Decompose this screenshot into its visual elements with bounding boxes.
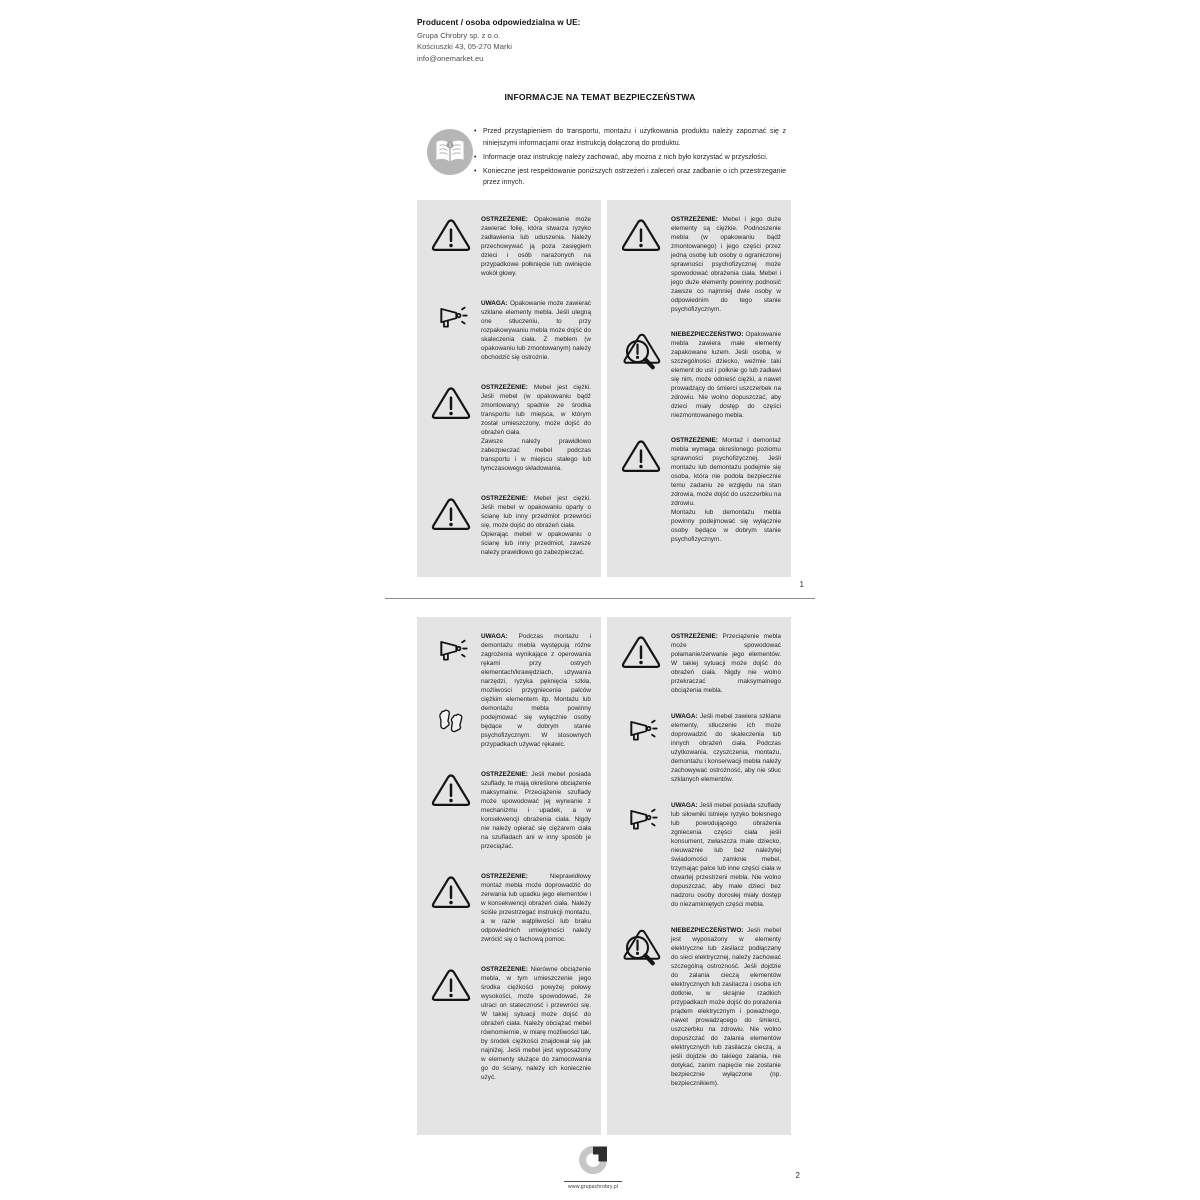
warning-severity-label: OSTRZEŻENIE:	[481, 495, 534, 502]
company-logo	[564, 1145, 622, 1190]
warning-icon-column	[616, 436, 666, 544]
warning-box-page1-left	[417, 200, 601, 577]
warning-paragraph: OSTRZEŻENIE: Opakowanie może zawierać folię, która stwarza ryzyko zadławienia lub uduszenia. Należy przechowywać ją poza zasięgiem dzieci i osób narażonych na przypadkowe połknięcie lub owinięcie wokół głowy.	[481, 216, 591, 277]
warning-paragraph: OSTRZEŻENIE: Nieprawidłowy montaż mebla może doprowadzić do zerwania lub upadku jego elementów i w konsekwencji obrażeń ciała. Należy ściśle przestrzegać instrukcji montażu, a w razie wątpliwości lub braku odpowiednich umiejętności należy zwrócić się o fachową pomoc.	[481, 873, 591, 943]
warning-icon-column	[616, 926, 666, 1088]
producer-label: Producent / osoba odpowiedzialna w UE:	[417, 18, 581, 27]
intro-bullet	[474, 152, 786, 164]
warning-severity-label: OSTRZEŻENIE:	[481, 216, 534, 223]
warning-icon-column	[616, 330, 666, 420]
warning-paragraph: OSTRZEŻENIE: Mebel jest ciężki. Jeśli mebel (w opakowaniu bądź zmontowany) spadnie ze środka transportu lub miejsca, w którym został umieszczony, może dojść do obrażeń ciała.	[481, 384, 591, 436]
warning-text-column	[481, 872, 591, 944]
warning-paragraph: Montażu lub demontażu mebla powinny podejmować się wyłącznie osoby będące w dobrym stanie psychofizycznym.	[671, 509, 781, 543]
warning-paragraph: Zawsze należy prawidłowo zabezpieczać mebel podczas transportu i w miejscu stałego lub tymczasowego składowania.	[481, 438, 591, 472]
warning-paragraph: OSTRZEŻENIE: Jeśli mebel posiada szuflady, te mają określone obciążenie maksymalne. Przeciążenie szuflady może spowodować jej wyrwanie z mechanizmu i upadek, a w konsekwencji obrażenia ciała. Nigdy nie należy opierać się ciężarem ciała na szufladach ani w inny sposób je przeciążać.	[481, 771, 591, 850]
bullet-marker: •	[474, 153, 477, 161]
warning-severity-label: UWAGA:	[671, 713, 700, 720]
warning-item	[616, 712, 781, 784]
warning-severity-label: OSTRZEŻENIE:	[481, 966, 531, 973]
intro-bullet	[474, 126, 786, 149]
warning-severity-label: OSTRZEŻENIE:	[671, 216, 723, 223]
open-book-icon	[427, 129, 473, 175]
warning-text-column	[481, 770, 591, 851]
warning-icon-column	[616, 632, 666, 695]
warning-paragraph: OSTRZEŻENIE: Mebel i jego duże elementy są ciężkie. Podnoszenie mebla (w opakowaniu bądź zmontowanego) i jego części przez jedną osobę lub osoby o ograniczonej sprawności psychofizycznej może spowodować obrażenia ciała. Mebel i jego duże elementy powinny podnosić zawsze co najmniej dwie osoby w odpowiednim do tego stanie psychofizycznym.	[671, 216, 781, 313]
danger-magnifier-icon	[620, 332, 662, 372]
warning-paragraph: UWAGA: Podczas montażu i demontażu mebla występują różne zagrożenia wynikające z operowania rękami przy ostrych elementach/krawędziach, używania narzędzi, ryzyka pęknięcia szkła, możliwości przygniecenia palców ciężkim elementem itp. Montażu lub demontażu mebla powinny podejmować się wyłącznie osoby będące w dobrym stanie psychofizycznym. W stosownych przypadkach używać rękawic.	[481, 633, 591, 748]
intro-bullet-text: Konieczne jest respektowanie poniższych ostrzeżeń i zaleceń oraz zadbanie o ich przestrzeganie przez innych.	[483, 167, 786, 186]
warning-item	[616, 330, 781, 420]
warning-box-page2-right	[607, 617, 791, 1135]
warning-item	[426, 770, 591, 851]
logo-g-icon	[571, 1145, 615, 1175]
warning-icon-column	[426, 965, 476, 1082]
warning-severity-label: OSTRZEŻENIE:	[481, 384, 534, 391]
warning-triangle-icon	[431, 772, 471, 809]
warning-paragraph: NIEBEZPIECZEŃSTWO: Jeśli mebel jest wyposażony w elementy elektryczne lub zasilacz podłączany do sieci elektrycznej, należy zachować szczególną ostrożność. Jeśli dojdzie do zalania cieczą elementów elektrycznych lub zasilacza i osoba ich dotknie, w skrajnie rzadkich przypadkach może dojść do porażenia prądem elektrycznym i poważnego, nawet prowadzącego do śmierci, uszczerbku na zdrowiu. Nie wolno dopuszczać do zalania elementów elektrycznych lub zasilacza cieczą, a jeśli dojdzie do takiego zalania, nie dotykać, zanim napięcie nie zostanie bezpiecznie wyłączone (np. bezpiecznikiem).	[671, 927, 781, 1087]
warning-paragraph: Opierając mebel w opakowaniu o ścianę lub inny przedmiot, zawsze należy prawidłowo go zabezpieczać.	[481, 531, 591, 556]
warning-icon-column	[616, 215, 666, 314]
warning-icon-column	[426, 632, 476, 749]
megaphone-icon	[433, 301, 469, 331]
warning-severity-label: OSTRZEŻENIE:	[671, 633, 723, 640]
warning-item	[426, 299, 591, 362]
page-number-2: 2	[795, 1171, 800, 1180]
website-url: www.grupachrobry.pl	[564, 1181, 622, 1190]
warning-item	[616, 436, 781, 544]
warning-text-column	[481, 383, 591, 473]
warning-text-column	[481, 965, 591, 1082]
warning-triangle-icon	[431, 874, 471, 911]
page-number-1: 1	[799, 580, 804, 589]
warning-icon-column	[426, 872, 476, 944]
warning-text-column	[481, 632, 591, 749]
warning-severity-label: OSTRZEŻENIE:	[481, 771, 532, 778]
warning-paragraph: OSTRZEŻENIE: Nierówne obciążenie mebla, w tym umieszczenie jego środka ciężkości powyżej połowy wysokości, może spowodować, że utraci on stateczność i przewróci się. W takiej sytuacji może dojść do obrażeń ciała. Należy obciążać mebel równomiernie, w miarę możliwości tak, by środek ciężkości znajdował się jak najniżej. Jeśli mebel jest wyposażony w elementy służące do zamocowania go do ściany, należy ich koniecznie użyć.	[481, 966, 591, 1081]
warning-icon-column	[426, 215, 476, 278]
page-divider	[385, 598, 815, 599]
intro-bullet-text: Informacje oraz instrukcję należy zachować, aby można z nich było korzystać w przyszłości.	[483, 153, 768, 161]
warning-paragraph: OSTRZEŻENIE: Montaż i demontaż mebla wymaga określonego poziomu sprawności psychofizycznej. Jeśli montażu lub demontażu podejmie się osoba, która nie podoła bezpiecznie temu zadaniu ze względu na stan zdrowia, może dojść do uszczerbku na zdrowiu.	[671, 437, 781, 507]
megaphone-icon	[623, 714, 659, 744]
warning-text-column	[671, 801, 781, 909]
warning-text-column	[671, 215, 781, 314]
warning-item	[616, 215, 781, 314]
warning-text-column	[671, 712, 781, 784]
warning-paragraph: UWAGA: Jeśli mebel posiada szuflady lub siłowniki istnieje ryzyko bolesnego lub powodującego obrażenia zgniecenia części ciała jeśli konsument, zwłaszcza małe dziecko, nieuważnie lub bez należytej świadomości zamknie mebel, trzymając palce lub inne części ciała w otwartej przestrzeni mebla. Nie wolno dopuszczać, aby małe dzieci bez nadzoru osoby dorosłej miały dostęp do niezamkniętych części mebla.	[671, 802, 781, 908]
warning-severity-label: NIEBEZPIECZEŃSTWO:	[671, 927, 748, 934]
warning-triangle-icon	[431, 967, 471, 1004]
warning-icon-column	[616, 712, 666, 784]
danger-magnifier-icon	[620, 928, 662, 968]
intro-bullet	[474, 166, 786, 189]
warning-icon-column	[426, 770, 476, 851]
warning-triangle-icon	[431, 217, 471, 254]
intro-bullet-list	[474, 126, 786, 191]
megaphone-icon	[623, 803, 659, 833]
warning-paragraph: OSTRZEŻENIE: Mebel jest ciężki. Jeśli mebel w opakowaniu oparty o ścianę lub inny przedmiot przewróci się, może dojść do obrażeń ciała.	[481, 495, 591, 529]
warning-item	[616, 926, 781, 1088]
producer-email: info@onemarket.eu	[417, 53, 484, 63]
warning-text-column	[481, 494, 591, 557]
warning-triangle-icon	[431, 385, 471, 422]
warning-triangle-icon	[431, 496, 471, 533]
warning-item	[426, 215, 591, 278]
warning-severity-label: UWAGA:	[481, 300, 510, 307]
warning-severity-label: NIEBEZPIECZEŃSTWO:	[671, 331, 746, 338]
producer-header	[417, 18, 697, 64]
warning-triangle-icon	[621, 438, 661, 475]
warning-item	[426, 632, 591, 749]
warning-item	[616, 801, 781, 909]
warning-paragraph: NIEBEZPIECZEŃSTWO: Opakowanie mebla zawiera małe elementy zapakowane luzem. Jeśli osoba, w szczególności dziecko, weźmie taki element do ust i połknie go lub zadławi się nim, może odnieść ciężki, a nawet prowadzący do śmierci uszczerbek na zdrowiu. Nie wolno dopuszczać, aby dzieci miały dostęp do części niezmontowanego mebla.	[671, 331, 781, 419]
warning-icon-column	[616, 801, 666, 909]
warning-severity-label: UWAGA:	[481, 633, 519, 640]
intro-bullet-text: Przed przystąpieniem do transportu, montażu i użytkowania produktu należy zapoznać się z niniejszymi informacjami oraz instrukcją dołączoną do produktu.	[483, 128, 786, 147]
warning-text-column	[481, 215, 591, 278]
megaphone-icon	[433, 634, 469, 664]
warning-box-page2-left	[417, 617, 601, 1135]
warning-severity-label: UWAGA:	[671, 802, 700, 809]
warning-triangle-icon	[621, 217, 661, 254]
warning-triangle-icon	[621, 634, 661, 671]
warning-paragraph: OSTRZEŻENIE: Przeciążenie mebla może spowodować połamanie/zerwanie jego elementów. W takiej sytuacji może dojść do obrażeń ciała. Nigdy nie wolno przekraczać maksymalnego obciążenia mebla.	[671, 633, 781, 694]
warning-text-column	[671, 436, 781, 544]
page-title: INFORMACJE NA TEMAT BEZPIECZEŃSTWA	[504, 92, 696, 102]
producer-address: Kościuszki 43, 05-270 Marki	[417, 42, 512, 52]
warning-text-column	[481, 299, 591, 362]
bullet-marker: •	[474, 128, 477, 135]
warning-text-column	[671, 330, 781, 420]
producer-company: Grupa Chrobry sp. z o.o.	[417, 31, 501, 40]
warning-icon-column	[426, 494, 476, 557]
warning-box-page1-right	[607, 200, 791, 577]
warning-item	[616, 632, 781, 695]
gloves-icon	[436, 708, 466, 735]
warning-text-column	[671, 632, 781, 695]
warning-paragraph: UWAGA: Jeśli mebel zawiera szklane elementy, stłuczenie ich może doprowadzić do skaleczenia lub innych obrażeń ciała. Podczas użytkowania, czyszczenia, montażu, demontażu i konserwacji mebla należy zachowywać ostrożność, aby nie stłuc szklanych elementów.	[671, 713, 781, 783]
warning-item	[426, 965, 591, 1082]
warning-severity-label: OSTRZEŻENIE:	[671, 437, 723, 444]
warning-item	[426, 872, 591, 944]
warning-paragraph: UWAGA: Opakowanie może zawierać szklane elementy mebla. Jeśli ulegną one stłuczeniu, to przy rozpakowywaniu mebla może dojść do skaleczenia ciała. Z meblem (w opakowaniu lub zmontowanym) należy obchodzić się ostrożnie.	[481, 300, 592, 361]
warning-severity-label: OSTRZEŻENIE:	[481, 873, 550, 880]
warning-item	[426, 494, 591, 557]
warning-icon-column	[426, 299, 476, 362]
warning-item	[426, 383, 591, 473]
warning-text-column	[671, 926, 781, 1088]
bullet-marker: •	[474, 167, 477, 175]
warning-icon-column	[426, 383, 476, 473]
